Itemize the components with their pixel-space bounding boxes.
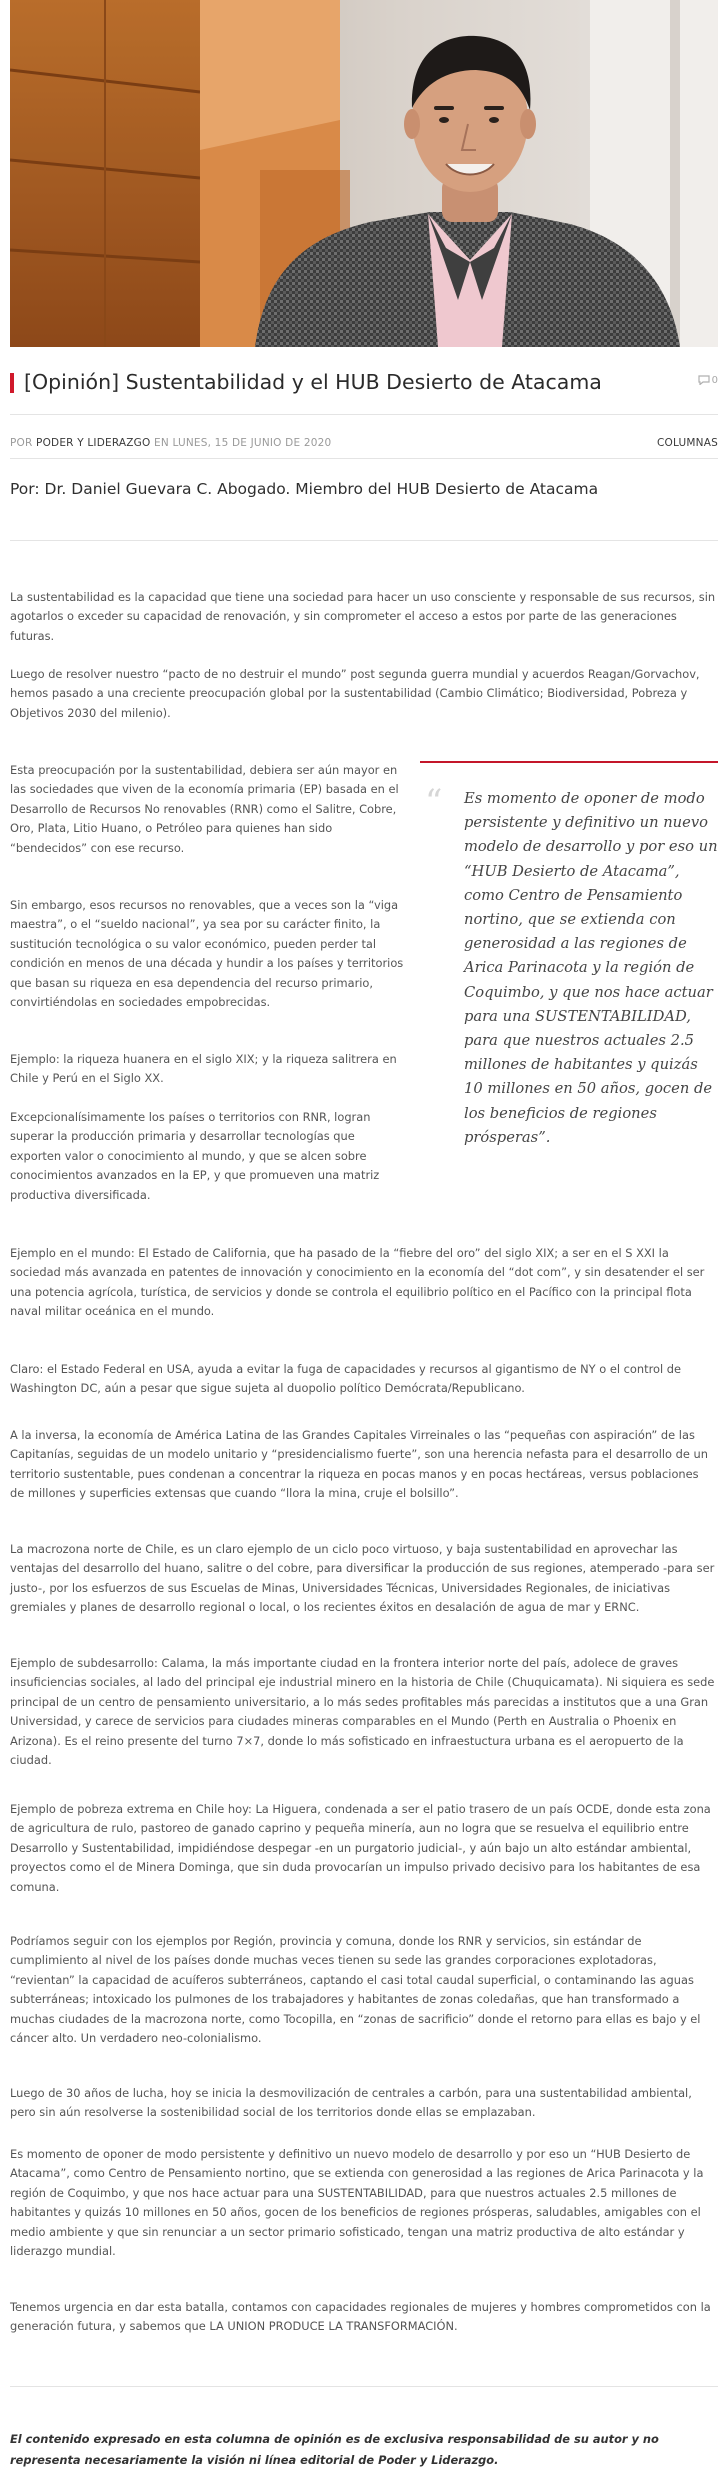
title-row (10, 367, 718, 397)
paragraph: Excepcionalísimamente los países o territorios con RNR, logran superar la producción primaria y desarrollar tecnologías que exporten valor o conocimiento al mundo, y que se alcen sobre conocimientos avanzados en la EP, y que promueven una matriz productiva diversificada. (10, 1110, 380, 1202)
paragraph: Ejemplo de pobreza extrema en Chile hoy: La Higuera, condenada a ser el patio trasero de un país OCDE, donde esta zona de agricultura de rulo, pastoreo de ganado caprino y pequeña minería, aun no logra que se resuelva el equilibrio entre Desarrollo y Sustentabilidad, impidiéndose despegar -en un purgatorio judicial-, y aún bajo un alto estándar ambiental, proyectos como el de Minera Dominga, que sin duda provocarían un impulso privado decisivo para los habitantes de esa comuna. (10, 1802, 711, 1894)
author-link[interactable]: PODER Y LIDERAZGO (36, 437, 151, 449)
post-date: EN LUNES, 15 DE JUNIO DE 2020 (154, 437, 332, 449)
pull-quote (420, 761, 718, 1241)
paragraph: Claro: el Estado Federal en USA, ayuda a evitar la fuga de capacidades y recursos al gigantismo de NY o el control de Washington DC, aún a pesar que sigue sujeta al duopolio político Demócrata/Republicano. (10, 1362, 681, 1396)
pull-quote-text: Es momento de oponer de modo persistente y definitivo un nuevo modelo de desarrollo y por eso un “HUB Desierto de Atacama”, como Centro de Pensamiento nortino, que se extienda con generosidad a las regiones de Arica Parinacota y la región de Coquimbo, y que nos hace actuar para una SUSTENTABILIDAD, para que nuestros actuales 2.5 millones de habitantes y quizás 10 millones en 50 años, gocen de los beneficios de regiones prósperas”. (464, 790, 718, 1146)
paragraph: Luego de 30 años de lucha, hoy se inicia la desmovilización de centrales a carbón, para una sustentabilidad ambiental, pero sin aún resolverse la sostenibilidad social de los territorios donde ellas se emplazaban. (10, 2086, 692, 2120)
paragraph: Ejemplo: la riqueza huanera en el siglo XIX; y la riqueza salitrera en Chile y Perú en el Siglo XX. (10, 1052, 397, 1086)
divider (10, 458, 718, 459)
paragraph: La macrozona norte de Chile, es un claro ejemplo de un ciclo poco virtuoso, y baja sustentabilidad en aprovechar las ventajas del desarrollo del huano, salitre o del cobre, para diversificar la producción de sus regiones, atemperado -para ser justo-, por los esfuerzos de sus Escuelas de Minas, Universidades Técnicas, Universidades Regionales, de iniciativas gremiales y planes de desarrollo regional o local, o los recientes éxitos en desalación de agua de mar y ERNC. (10, 1542, 715, 1615)
post-meta (10, 436, 718, 450)
paragraph: Ejemplo en el mundo: El Estado de California, que ha pasado de la “fiebre del oro” del siglo XIX; a ser en el S XXI la sociedad más avanzada en patentes de innovación y conocimiento en la economía del “dot com”, y sin desatender el ser una potencia agrícola, turística, de servicios y donde se controla el equilibrio político en el Pacífico con la principal flota naval militar oceánica en el mundo. (10, 1246, 705, 1319)
paragraph: Esta preocupación por la sustentabilidad, debiera ser aún mayor en las sociedades que viven de la economía primaria (EP) basada en el Desarrollo de Recursos No renovables (RNR) como el Salitre, Cobre, Oro, Plata, Litio Huano, o Petróleo para quienes han sido “bendecidos” con ese recurso. (10, 763, 399, 855)
page-title: [Opinión] Sustentabilidad y el HUB Desierto de Atacama (24, 370, 602, 394)
title-accent-bar (10, 373, 14, 393)
category-link[interactable]: COLUMNAS (657, 437, 718, 449)
paragraph: Luego de resolver nuestro “pacto de no destruir el mundo” post segunda guerra mundial y acuerdos Reagan/Gorvachov, hemos pasado a una creciente preocupación global por la sustentabilidad (Cambio Climático; Biodiversidad, Pobreza y Objetivos 2030 del milenio). (10, 667, 700, 720)
featured-photo (10, 0, 718, 347)
paragraph: Tenemos urgencia en dar esta batalla, contamos con capacidades regionales de mujeres y hombres comprometidos con la generación futura, y sabemos que LA UNION PRODUCE LA TRANSFORMACIÓN. (10, 2300, 711, 2334)
paragraph: Es momento de oponer de modo persistente y definitivo un nuevo modelo de desarrollo y por eso un “HUB Desierto de Atacama”, como Centro de Pensamiento nortino, que se extienda con generosidad a las regiones de Arica Parinacota y la región de Coquimbo, y que nos hace actuar para una SUSTENTABILIDAD, para que nuestros actuales 2.5 millones de habitantes y quizás 10 millones en 50 años, gocen de los beneficios de regiones prósperas, saludables, amigables con el medio ambiente y que sin renunciar a un sector primario sofisticado, tengan una matriz productiva de alto estándar y liderazgo mundial. (10, 2147, 704, 2259)
quote-mark-icon: “ (425, 782, 443, 822)
meta-prefix: POR (10, 437, 33, 449)
speech-bubble-icon (698, 375, 710, 385)
paragraph: Podríamos seguir con los ejemplos por Región, provincia y comuna, donde los RNR y servicios, sin estándar de cumplimiento al nivel de los países donde muchas veces tienen su sede las grandes corporaciones explotadoras, “revientan” la capacidad de acuíferos subterráneos, captando el casi total caudal superficial, o contaminando las aguas subterráneas; intoxicado los pulmones de los trabajadores y habitantes de zonas coledañas, que han transformado a muchas ciudades de la macrozona norte, como Tocopilla, en “zonas de sacrificio” donde el retorno para ellas es bajo y el cáncer alto. Un verdadero neo-colonialismo. (10, 1934, 701, 2046)
paragraph: La sustentabilidad es la capacidad que tiene una sociedad para hacer un uso consciente y responsable de sus recursos, sin agotarlos o exceder su capacidad de renovación, y sin comprometer el acceso a estos por parte de las generaciones futuras. (10, 590, 716, 643)
divider (10, 2386, 718, 2387)
quote-rule (420, 761, 718, 763)
paragraph: A la inversa, la economía de América Latina de las Grandes Capitales Virreinales o las “pequeñas con aspiración” de las Capitanías, seguidas de un modelo unitario y “presidencialismo fuerte”, son una herencia nefasta para el desarrollo de un territorio sustentable, pues condenan a concentrar la riqueza en pocas manos y en pocas hectáreas, versus poblaciones de millones y superficies extensas que cuando “llora la mina, cruje el bolsillo”. (10, 1428, 708, 1501)
divider (10, 540, 718, 541)
paragraph: Ejemplo de subdesarrollo: Calama, la más importante ciudad en la frontera interior norte del país, adolece de graves insuficiencias sociales, al lado del principal eje industrial minero en la historia de Chile (Chuquicamata). Ni siquiera es sede principal de un centro de pensamiento universitario, a lo más sedes profitables más parecidas a institutos que a una Gran Universidad, y carece de servicios para ciudades mineras comparables en el Mundo (Perth en Australia o Phoenix en Arizona). Es el reino presente del turno 7×7, donde lo más sofisticado en infraestuctura urbana es el aeropuerto de la ciudad. (10, 1656, 715, 1768)
disclaimer: El contenido expresado en esta columna de opinión es de exclusiva responsabilidad de su autor y no representa necesariamente la visión ni línea editorial de Poder y Liderazgo. (10, 2432, 659, 2467)
paragraph: Sin embargo, esos recursos no renovables, que a veces son la “viga maestra”, o el “sueldo nacional”, ya sea por su carácter finito, la sustitución tecnológica o su valor económico, pueden perder tal condición en menos de una década y hundir a los países y territorios que basan su riqueza en esa dependencia del recurso primario, convirtiéndolas en sociedades empobrecidas. (10, 898, 404, 1010)
comment-count: 0 (711, 375, 718, 386)
comment-count-link[interactable] (698, 375, 718, 386)
byline: Por: Dr. Daniel Guevara C. Abogado. Miembro del HUB Desierto de Atacama (10, 480, 599, 498)
divider (10, 414, 718, 415)
